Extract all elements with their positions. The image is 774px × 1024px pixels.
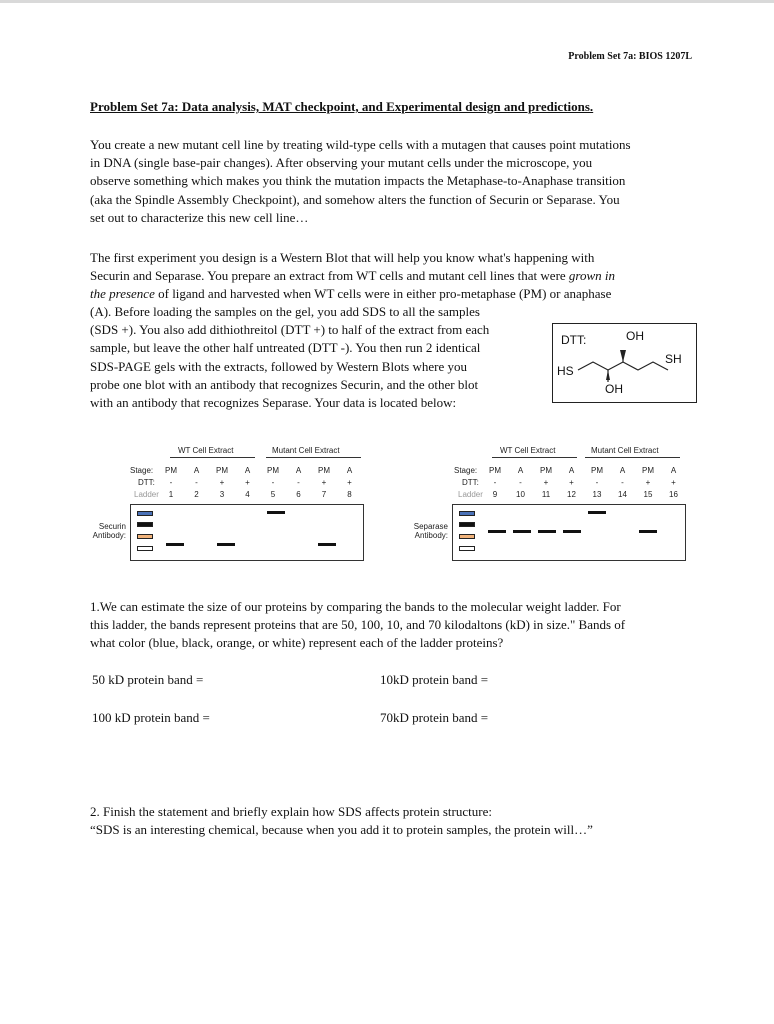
stage-cell-6: A [295,466,302,475]
stage-cell-4: A [244,466,251,475]
question-1 [90,598,700,653]
question-2 [90,803,700,839]
securin-blot [90,446,370,586]
text-line: with an antibody that recognizes Separase. Your data is located below: [90,395,457,411]
dtt-cell-1: - [493,478,497,487]
dtt-cell-3: + [543,478,549,487]
answer-50kd: 50 kD protein band = [92,672,204,687]
stage-cell-8: A [670,466,677,475]
wt-header: WT Cell Extract [178,446,234,455]
separase-blot [408,446,688,586]
stage-label: Stage: [130,466,154,475]
stage-cell-5: PM [591,466,603,475]
text-line: 2. Finish the statement and briefly explain how SDS affects protein structure: [90,804,492,819]
ladder-white-band [137,546,153,551]
answer-10kd: 10kD protein band = [380,672,489,687]
lane-number-3: 11 [541,490,551,499]
page-title: Problem Set 7a: Data analysis, MAT checkpoint, and Experimental design and predictions. [90,99,594,114]
ladder-label: Ladder [458,490,483,499]
top-border [0,0,774,3]
lane-number-2: 10 [516,490,525,499]
text-line: observe something which makes you think the mutation impacts the Metaphase-to-Anaphase transition [90,173,626,189]
text-line: what color (blue, black, orange, or white) represent each of the ladder proteins? [90,635,504,651]
text-line: the presence of ligand and harvested when WT cells were in either pro-metaphase (PM) or anaphase [90,286,612,302]
hs-label: HS [557,364,574,378]
oh-top-label: OH [626,329,644,343]
wt-underline [492,457,577,458]
dtt-cell-2: - [195,478,198,487]
dtt-cell-4: + [569,478,574,487]
text-line: (A). Before loading the samples on the gel, you add SDS to all the samples [90,304,480,319]
dtt-cell-7: + [645,478,651,487]
dtt-cell-6: - [297,478,300,487]
text-line: “SDS is an interesting chemical, because when you add it to protein samples, the protein will…” [90,822,593,838]
lane1-band [166,543,184,546]
dtt-cell-6: - [621,478,624,487]
text-line: Securin and Separase. You prepare an extract from WT cells and mutant cell lines that were grown in [90,268,616,284]
lane-number-1: 1 [168,490,174,499]
dtt-cell-5: - [595,478,599,487]
lane-number-8: 8 [347,490,352,499]
lane9-band [488,530,506,533]
ladder-blue-band [459,511,475,516]
ladder-black-band [459,522,475,527]
mutant-header: Mutant Cell Extract [272,446,340,455]
stage-label: Stage: [454,466,478,475]
dtt-cell-8: + [347,478,352,487]
securin-antibody-label: Securin Antibody: [92,522,126,540]
ladder-orange-band [137,534,153,539]
mutant-header: Mutant Cell Extract [591,446,659,455]
ladder-black-band [137,522,153,527]
stage-cell-6: A [619,466,626,475]
dtt-cell-5: - [271,478,275,487]
separase-antibody-label: Separase Antibody: [413,522,448,540]
experiment-paragraph-cont [90,303,535,412]
sh-label: SH [665,352,682,366]
stage-cell-5: PM [267,466,279,475]
text-line: set out to characterize this new cell line… [90,209,309,225]
dtt-cell-3: + [219,478,225,487]
lane-number-2: 2 [194,490,199,499]
lane-number-4: 12 [567,490,576,499]
lane15-band [639,530,657,533]
dtt-cell-4: + [245,478,250,487]
lane7-band [318,543,336,546]
stage-cell-4: A [568,466,575,475]
text-line: sample, but leave the other half untreated (DTT -). You then run 2 identical [90,340,481,356]
text-line: this ladder, the bands represent proteins that are 50, 100, 10, and 70 kilodaltons (kD) in size." Bands of [90,617,626,633]
answer-100kd: 100 kD protein band = [92,710,210,725]
lane-number-3: 3 [219,490,225,499]
dtt-cell-8: + [671,478,676,487]
mutant-underline [585,457,680,458]
lane12-band [563,530,581,533]
separase-membrane [452,504,686,561]
stage-cell-3: PM [540,466,552,475]
oh-bottom-label: OH [605,382,623,396]
lane13-band [588,511,606,514]
stage-cell-1: PM [165,466,177,475]
experiment-paragraph [90,249,695,304]
wt-underline [170,457,255,458]
dtt-cell-1: - [169,478,173,487]
lane3-band [217,543,235,546]
text-line: SDS-PAGE gels with the extracts, followed by Western Blots where you [90,358,467,374]
lane-number-5: 5 [270,490,276,499]
dtt-structure-figure [552,323,697,403]
stage-cell-2: A [517,466,524,475]
lane-number-5: 13 [592,490,602,499]
lane11-band [538,530,556,533]
text-line: The first experiment you design is a Western Blot that will help you know what's happening with [90,250,595,265]
text-line: You create a new mutant cell line by treating wild-type cells with a mutagen that causes point mutations [90,137,631,152]
dtt-row-label: DTT: [138,478,155,487]
ladder-orange-band [459,534,475,539]
text-line: in DNA (single base-pair changes). After observing your mutant cells under the microscope, you [90,155,593,171]
lane-number-1: 9 [492,490,498,499]
stage-cell-2: A [193,466,200,475]
dtt-label: DTT: [561,333,587,347]
text-line: 1.We can estimate the size of our proteins by comparing the bands to the molecular weight ladder. For [90,599,621,614]
lane-number-6: 14 [618,490,627,499]
stage-cell-7: PM [318,466,330,475]
text-line: probe one blot with an antibody that recognizes Securin, and the other blot [90,376,479,392]
lane5-band [267,511,285,514]
lane10-band [513,530,531,533]
lane-number-4: 4 [245,490,250,499]
mutant-underline [266,457,361,458]
ladder-blue-band [137,511,153,516]
intro-paragraph [90,136,695,227]
lane-number-7: 15 [643,490,653,499]
text-line: (SDS +). You also add dithiothreitol (DTT +) to half of the extract from each [90,322,490,338]
stage-cell-8: A [346,466,353,475]
lane-number-7: 7 [321,490,327,499]
answer-70kd: 70kD protein band = [380,710,489,725]
lane-number-6: 6 [296,490,301,499]
stage-cell-3: PM [216,466,228,475]
dtt-cell-2: - [519,478,522,487]
ladder-label: Ladder [134,490,159,499]
wt-header: WT Cell Extract [500,446,556,455]
dtt-cell-7: + [321,478,327,487]
lane-number-8: 16 [669,490,678,499]
stage-cell-7: PM [642,466,654,475]
stage-cell-1: PM [489,466,501,475]
ladder-white-band [459,546,475,551]
text-line: (aka the Spindle Assembly Checkpoint), and somehow alters the function of Securin or Separase. You [90,191,620,207]
dtt-row-label: DTT: [462,478,479,487]
page-header: Problem Set 7a: BIOS 1207L [568,51,692,62]
securin-membrane [130,504,364,561]
